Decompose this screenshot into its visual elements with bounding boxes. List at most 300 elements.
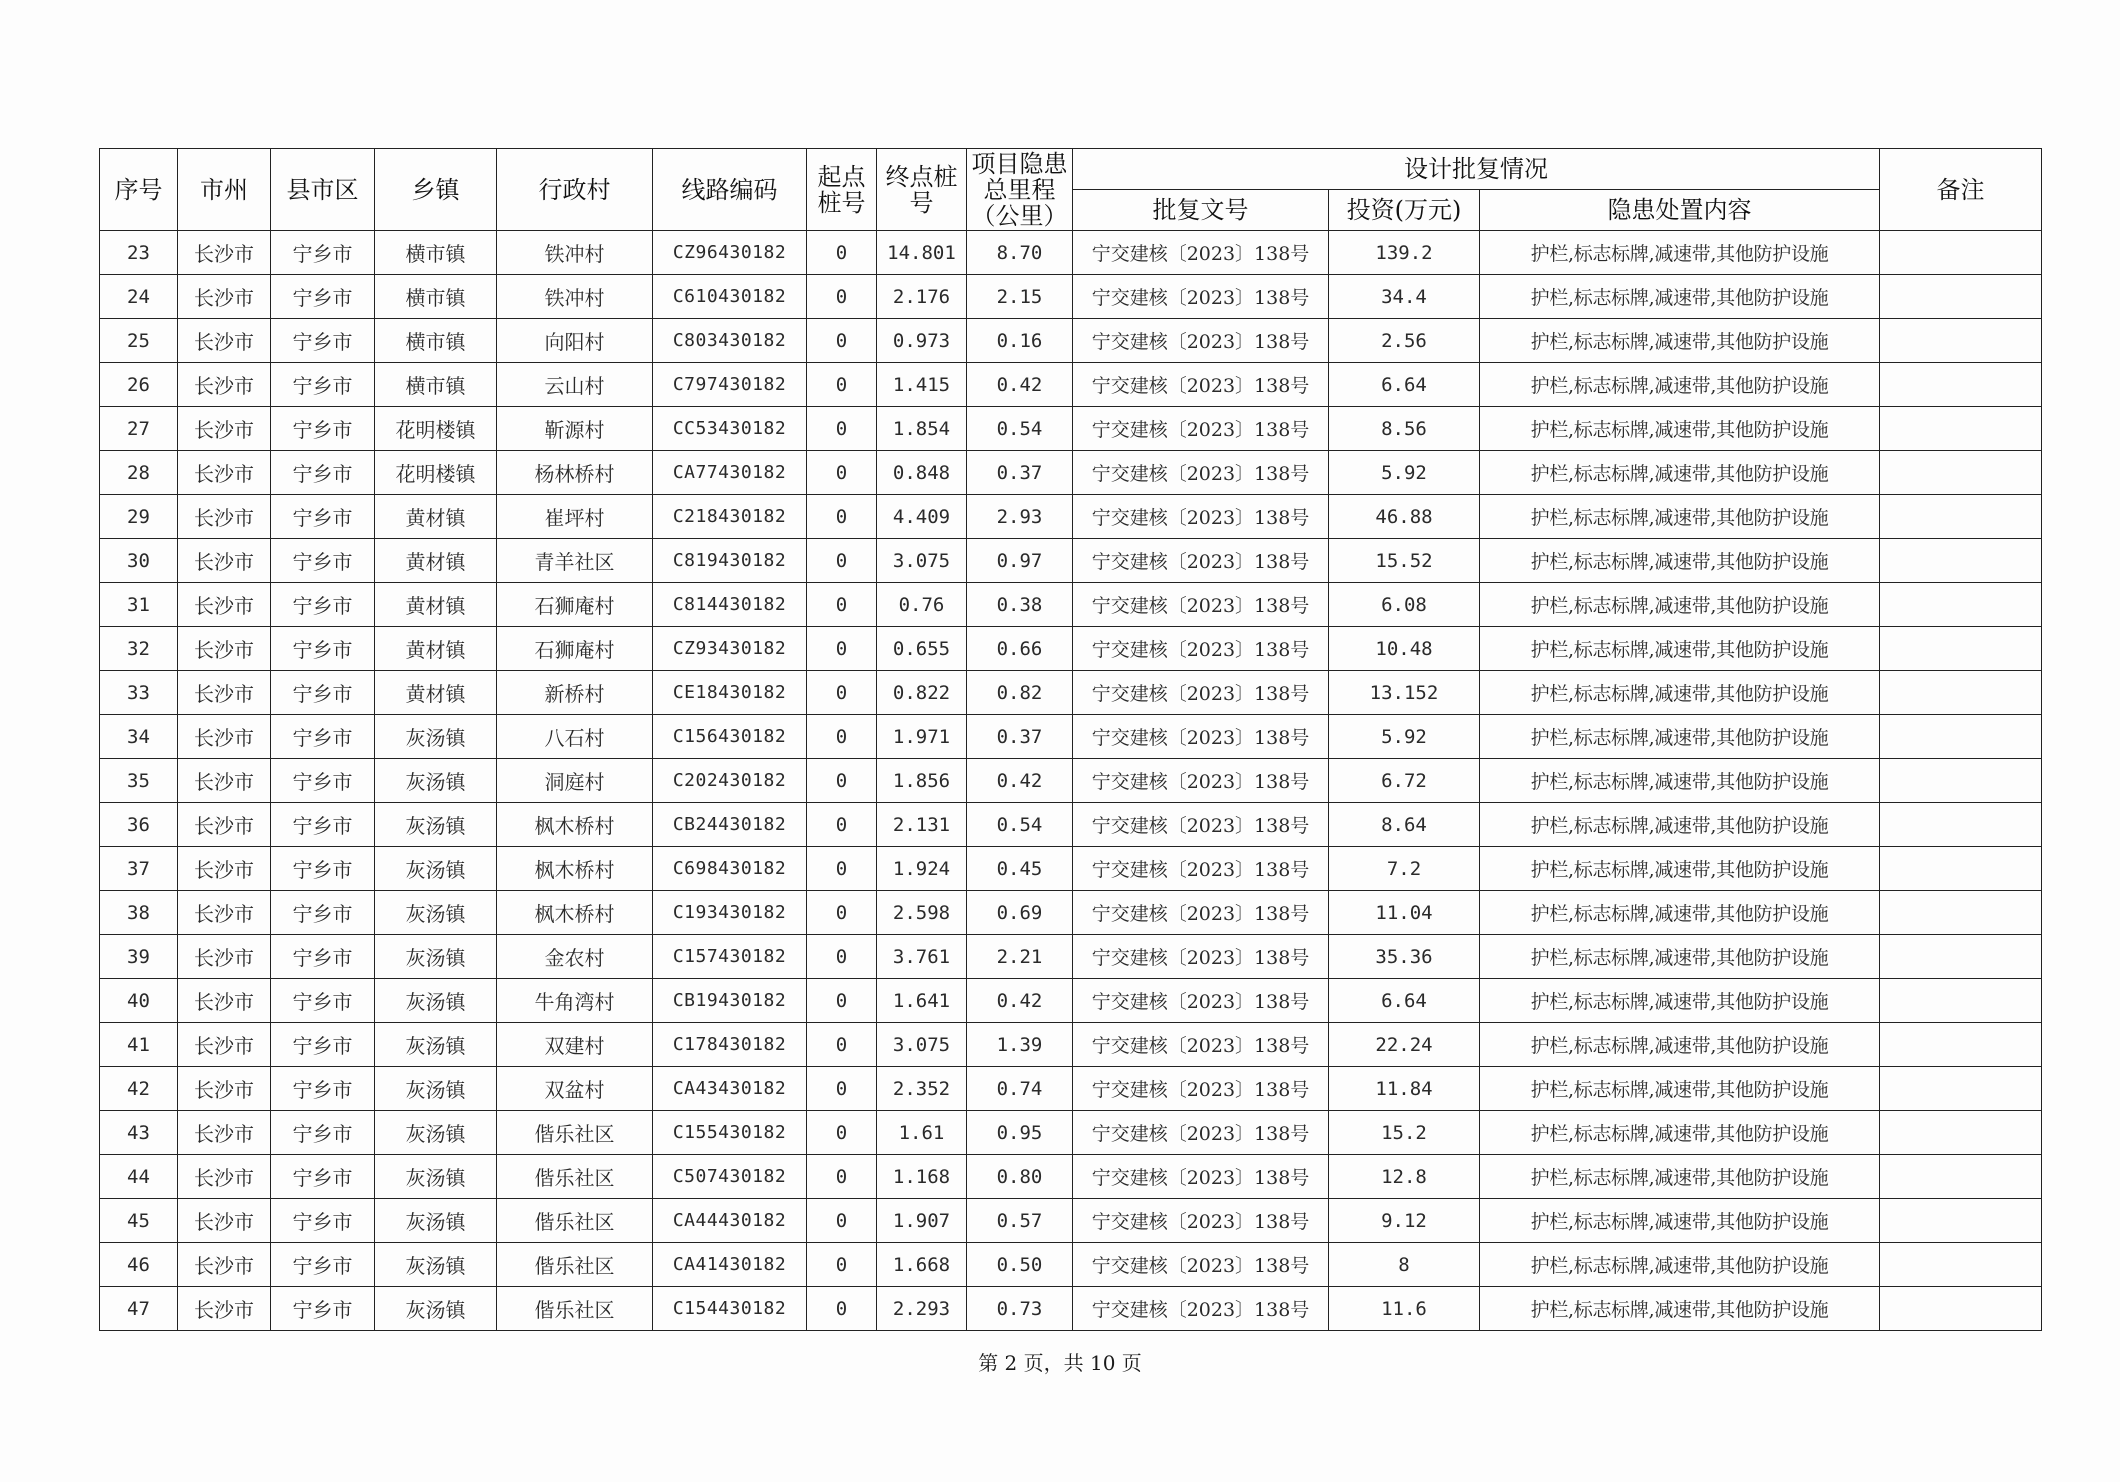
cell-end-stake: 1.907 [877,1199,967,1243]
table-row [100,539,2042,583]
cell-remark [1880,451,2042,495]
cell-end-stake: 1.641 [877,979,967,1023]
cell-town: 黄材镇 [375,583,497,627]
cell-hazard-mileage: 0.97 [967,539,1073,583]
cell-seq: 26 [100,363,178,407]
cell-village: 石狮庵村 [497,583,653,627]
cell-route-code: C156430182 [653,715,807,759]
cell-remark [1880,715,2042,759]
cell-city: 长沙市 [178,451,271,495]
cell-remark [1880,363,2042,407]
table-row [100,1111,2042,1155]
header-investment: 投资(万元) [1329,190,1480,231]
cell-end-stake: 1.61 [877,1111,967,1155]
cell-county: 宁乡市 [271,407,375,451]
cell-town: 横市镇 [375,363,497,407]
cell-hazard-mileage: 0.73 [967,1287,1073,1331]
cell-remark [1880,407,2042,451]
cell-seq: 38 [100,891,178,935]
cell-village: 双盆村 [497,1067,653,1111]
cell-end-stake: 0.76 [877,583,967,627]
cell-village: 向阳村 [497,319,653,363]
cell-end-stake: 14.801 [877,231,967,275]
cell-end-stake: 1.971 [877,715,967,759]
cell-approval-doc: 宁交建核〔2023〕138号 [1073,583,1329,627]
cell-city: 长沙市 [178,539,271,583]
cell-seq: 33 [100,671,178,715]
cell-investment: 8.64 [1329,803,1480,847]
cell-approval-doc: 宁交建核〔2023〕138号 [1073,1023,1329,1067]
page-number: 第 2 页，共 10 页 [978,1351,1142,1375]
cell-hazard-mileage: 0.42 [967,979,1073,1023]
cell-remark [1880,275,2042,319]
cell-approval-doc: 宁交建核〔2023〕138号 [1073,1155,1329,1199]
cell-remark [1880,231,2042,275]
table-body [100,231,2042,1331]
cell-route-code: CA43430182 [653,1067,807,1111]
cell-end-stake: 2.131 [877,803,967,847]
cell-remark [1880,935,2042,979]
cell-seq: 40 [100,979,178,1023]
cell-route-code: CE18430182 [653,671,807,715]
cell-hazard-mileage: 0.80 [967,1155,1073,1199]
cell-seq: 46 [100,1243,178,1287]
table-row [100,715,2042,759]
cell-approval-doc: 宁交建核〔2023〕138号 [1073,363,1329,407]
cell-treatment: 护栏,标志标牌,减速带,其他防护设施 [1480,231,1880,275]
cell-remark [1880,1243,2042,1287]
cell-village: 崔坪村 [497,495,653,539]
cell-town: 横市镇 [375,275,497,319]
cell-seq: 28 [100,451,178,495]
cell-investment: 34.4 [1329,275,1480,319]
cell-village: 枫木桥村 [497,891,653,935]
cell-county: 宁乡市 [271,1243,375,1287]
cell-route-code: C193430182 [653,891,807,935]
cell-hazard-mileage: 0.37 [967,715,1073,759]
cell-remark [1880,1287,2042,1331]
cell-county: 宁乡市 [271,275,375,319]
cell-treatment: 护栏,标志标牌,减速带,其他防护设施 [1480,275,1880,319]
cell-hazard-mileage: 0.37 [967,451,1073,495]
cell-town: 灰汤镇 [375,715,497,759]
cell-town: 灰汤镇 [375,979,497,1023]
cell-end-stake: 3.761 [877,935,967,979]
cell-town: 灰汤镇 [375,1287,497,1331]
cell-county: 宁乡市 [271,847,375,891]
header-route-code: 线路编码 [653,149,807,231]
cell-end-stake: 0.848 [877,451,967,495]
cell-remark [1880,495,2042,539]
cell-investment: 35.36 [1329,935,1480,979]
cell-seq: 37 [100,847,178,891]
cell-approval-doc: 宁交建核〔2023〕138号 [1073,935,1329,979]
cell-town: 灰汤镇 [375,847,497,891]
cell-approval-doc: 宁交建核〔2023〕138号 [1073,407,1329,451]
cell-hazard-mileage: 0.95 [967,1111,1073,1155]
cell-seq: 44 [100,1155,178,1199]
cell-treatment: 护栏,标志标牌,减速带,其他防护设施 [1480,319,1880,363]
cell-hazard-mileage: 0.57 [967,1199,1073,1243]
cell-investment: 6.72 [1329,759,1480,803]
table-row [100,1023,2042,1067]
cell-treatment: 护栏,标志标牌,减速带,其他防护设施 [1480,1155,1880,1199]
cell-remark [1880,1111,2042,1155]
cell-investment: 22.24 [1329,1023,1480,1067]
cell-village: 偕乐社区 [497,1243,653,1287]
cell-investment: 9.12 [1329,1199,1480,1243]
cell-treatment: 护栏,标志标牌,减速带,其他防护设施 [1480,1111,1880,1155]
cell-town: 黄材镇 [375,539,497,583]
cell-investment: 11.04 [1329,891,1480,935]
cell-approval-doc: 宁交建核〔2023〕138号 [1073,1287,1329,1331]
cell-town: 灰汤镇 [375,935,497,979]
header-seq: 序号 [100,149,178,231]
cell-remark [1880,891,2042,935]
header-town: 乡镇 [375,149,497,231]
cell-end-stake: 1.854 [877,407,967,451]
cell-treatment: 护栏,标志标牌,减速带,其他防护设施 [1480,407,1880,451]
cell-seq: 39 [100,935,178,979]
cell-route-code: C610430182 [653,275,807,319]
cell-investment: 6.08 [1329,583,1480,627]
cell-approval-doc: 宁交建核〔2023〕138号 [1073,231,1329,275]
cell-treatment: 护栏,标志标牌,减速带,其他防护设施 [1480,451,1880,495]
cell-treatment: 护栏,标志标牌,减速带,其他防护设施 [1480,583,1880,627]
cell-end-stake: 0.973 [877,319,967,363]
cell-approval-doc: 宁交建核〔2023〕138号 [1073,803,1329,847]
cell-treatment: 护栏,标志标牌,减速带,其他防护设施 [1480,1067,1880,1111]
cell-remark [1880,627,2042,671]
cell-start-stake: 0 [807,847,877,891]
cell-county: 宁乡市 [271,759,375,803]
table-row [100,1067,2042,1111]
cell-start-stake: 0 [807,539,877,583]
cell-approval-doc: 宁交建核〔2023〕138号 [1073,759,1329,803]
cell-seq: 43 [100,1111,178,1155]
cell-town: 灰汤镇 [375,1199,497,1243]
cell-city: 长沙市 [178,979,271,1023]
cell-investment: 15.52 [1329,539,1480,583]
table-row [100,1243,2042,1287]
cell-hazard-mileage: 0.54 [967,803,1073,847]
cell-city: 长沙市 [178,1287,271,1331]
cell-investment: 6.64 [1329,363,1480,407]
cell-county: 宁乡市 [271,935,375,979]
cell-town: 灰汤镇 [375,1111,497,1155]
cell-town: 花明楼镇 [375,407,497,451]
cell-approval-doc: 宁交建核〔2023〕138号 [1073,275,1329,319]
cell-seq: 23 [100,231,178,275]
cell-city: 长沙市 [178,495,271,539]
cell-route-code: CA44430182 [653,1199,807,1243]
cell-hazard-mileage: 0.82 [967,671,1073,715]
cell-town: 黄材镇 [375,671,497,715]
cell-end-stake: 2.293 [877,1287,967,1331]
cell-seq: 45 [100,1199,178,1243]
cell-treatment: 护栏,标志标牌,减速带,其他防护设施 [1480,539,1880,583]
cell-approval-doc: 宁交建核〔2023〕138号 [1073,319,1329,363]
cell-route-code: CC53430182 [653,407,807,451]
cell-route-code: C218430182 [653,495,807,539]
cell-city: 长沙市 [178,627,271,671]
cell-investment: 8 [1329,1243,1480,1287]
cell-treatment: 护栏,标志标牌,减速带,其他防护设施 [1480,1023,1880,1067]
cell-start-stake: 0 [807,495,877,539]
cell-start-stake: 0 [807,1287,877,1331]
cell-route-code: C154430182 [653,1287,807,1331]
cell-city: 长沙市 [178,847,271,891]
cell-hazard-mileage: 1.39 [967,1023,1073,1067]
table-row [100,495,2042,539]
cell-end-stake: 1.856 [877,759,967,803]
cell-hazard-mileage: 0.74 [967,1067,1073,1111]
cell-village: 云山村 [497,363,653,407]
cell-remark [1880,671,2042,715]
cell-treatment: 护栏,标志标牌,减速带,其他防护设施 [1480,627,1880,671]
cell-route-code: CA77430182 [653,451,807,495]
cell-city: 长沙市 [178,1243,271,1287]
header-start-stake: 起点桩号 [807,149,877,231]
cell-investment: 2.56 [1329,319,1480,363]
cell-route-code: C507430182 [653,1155,807,1199]
cell-start-stake: 0 [807,275,877,319]
cell-village: 偕乐社区 [497,1199,653,1243]
cell-approval-doc: 宁交建核〔2023〕138号 [1073,627,1329,671]
cell-town: 灰汤镇 [375,1243,497,1287]
cell-town: 花明楼镇 [375,451,497,495]
table-row [100,319,2042,363]
cell-treatment: 护栏,标志标牌,减速带,其他防护设施 [1480,847,1880,891]
cell-village: 铁冲村 [497,275,653,319]
cell-seq: 30 [100,539,178,583]
cell-approval-doc: 宁交建核〔2023〕138号 [1073,1243,1329,1287]
cell-investment: 13.152 [1329,671,1480,715]
cell-county: 宁乡市 [271,1111,375,1155]
cell-town: 灰汤镇 [375,1067,497,1111]
cell-approval-doc: 宁交建核〔2023〕138号 [1073,539,1329,583]
cell-village: 新桥村 [497,671,653,715]
cell-seq: 24 [100,275,178,319]
cell-hazard-mileage: 0.16 [967,319,1073,363]
cell-start-stake: 0 [807,1199,877,1243]
cell-hazard-mileage: 0.69 [967,891,1073,935]
table-row [100,935,2042,979]
cell-city: 长沙市 [178,319,271,363]
cell-approval-doc: 宁交建核〔2023〕138号 [1073,847,1329,891]
cell-seq: 47 [100,1287,178,1331]
header-city: 市州 [178,149,271,231]
cell-county: 宁乡市 [271,1067,375,1111]
table-row [100,1287,2042,1331]
cell-start-stake: 0 [807,715,877,759]
cell-start-stake: 0 [807,407,877,451]
cell-village: 八石村 [497,715,653,759]
cell-investment: 10.48 [1329,627,1480,671]
cell-village: 金农村 [497,935,653,979]
cell-remark [1880,1199,2042,1243]
cell-town: 灰汤镇 [375,803,497,847]
cell-city: 长沙市 [178,1155,271,1199]
cell-city: 长沙市 [178,715,271,759]
cell-remark [1880,539,2042,583]
cell-town: 灰汤镇 [375,1023,497,1067]
cell-county: 宁乡市 [271,671,375,715]
cell-county: 宁乡市 [271,715,375,759]
cell-investment: 5.92 [1329,715,1480,759]
cell-route-code: CB24430182 [653,803,807,847]
cell-end-stake: 0.822 [877,671,967,715]
table-row [100,407,2042,451]
cell-hazard-mileage: 0.42 [967,759,1073,803]
header-remark: 备注 [1880,149,2042,231]
cell-city: 长沙市 [178,583,271,627]
cell-seq: 31 [100,583,178,627]
cell-route-code: C155430182 [653,1111,807,1155]
cell-county: 宁乡市 [271,1023,375,1067]
header-end-stake: 终点桩号 [877,149,967,231]
cell-start-stake: 0 [807,583,877,627]
cell-remark [1880,1155,2042,1199]
cell-route-code: C202430182 [653,759,807,803]
cell-investment: 12.8 [1329,1155,1480,1199]
cell-start-stake: 0 [807,1023,877,1067]
cell-hazard-mileage: 0.45 [967,847,1073,891]
cell-city: 长沙市 [178,1199,271,1243]
cell-village: 枫木桥村 [497,803,653,847]
cell-route-code: C803430182 [653,319,807,363]
cell-city: 长沙市 [178,671,271,715]
cell-city: 长沙市 [178,935,271,979]
header-treatment: 隐患处置内容 [1480,190,1880,231]
cell-county: 宁乡市 [271,1199,375,1243]
cell-town: 黄材镇 [375,627,497,671]
cell-start-stake: 0 [807,759,877,803]
cell-village: 铁冲村 [497,231,653,275]
cell-hazard-mileage: 0.66 [967,627,1073,671]
cell-remark [1880,759,2042,803]
cell-remark [1880,979,2042,1023]
cell-start-stake: 0 [807,319,877,363]
cell-city: 长沙市 [178,407,271,451]
cell-county: 宁乡市 [271,627,375,671]
cell-investment: 8.56 [1329,407,1480,451]
cell-treatment: 护栏,标志标牌,减速带,其他防护设施 [1480,935,1880,979]
cell-route-code: CB19430182 [653,979,807,1023]
table-row [100,671,2042,715]
table-row [100,803,2042,847]
cell-city: 长沙市 [178,1111,271,1155]
cell-start-stake: 0 [807,363,877,407]
table-row [100,275,2042,319]
table-row [100,627,2042,671]
cell-county: 宁乡市 [271,891,375,935]
cell-village: 偕乐社区 [497,1155,653,1199]
cell-route-code: C178430182 [653,1023,807,1067]
cell-county: 宁乡市 [271,979,375,1023]
header-design-approval: 设计批复情况 [1073,149,1880,190]
cell-hazard-mileage: 8.70 [967,231,1073,275]
cell-county: 宁乡市 [271,495,375,539]
cell-end-stake: 1.415 [877,363,967,407]
cell-route-code: C819430182 [653,539,807,583]
cell-hazard-mileage: 2.93 [967,495,1073,539]
cell-start-stake: 0 [807,451,877,495]
cell-city: 长沙市 [178,275,271,319]
cell-start-stake: 0 [807,803,877,847]
cell-investment: 11.84 [1329,1067,1480,1111]
table-row [100,451,2042,495]
cell-village: 靳源村 [497,407,653,451]
table-row [100,1199,2042,1243]
cell-end-stake: 2.352 [877,1067,967,1111]
cell-city: 长沙市 [178,363,271,407]
cell-start-stake: 0 [807,1243,877,1287]
cell-hazard-mileage: 2.15 [967,275,1073,319]
cell-investment: 46.88 [1329,495,1480,539]
cell-treatment: 护栏,标志标牌,减速带,其他防护设施 [1480,1199,1880,1243]
cell-remark [1880,847,2042,891]
table-row [100,891,2042,935]
cell-start-stake: 0 [807,231,877,275]
cell-hazard-mileage: 0.54 [967,407,1073,451]
cell-approval-doc: 宁交建核〔2023〕138号 [1073,979,1329,1023]
cell-start-stake: 0 [807,1155,877,1199]
cell-town: 灰汤镇 [375,759,497,803]
header-county: 县市区 [271,149,375,231]
cell-county: 宁乡市 [271,319,375,363]
cell-treatment: 护栏,标志标牌,减速带,其他防护设施 [1480,715,1880,759]
cell-city: 长沙市 [178,1067,271,1111]
cell-start-stake: 0 [807,979,877,1023]
cell-approval-doc: 宁交建核〔2023〕138号 [1073,1199,1329,1243]
cell-approval-doc: 宁交建核〔2023〕138号 [1073,715,1329,759]
cell-hazard-mileage: 0.42 [967,363,1073,407]
cell-town: 横市镇 [375,319,497,363]
cell-route-code: CZ93430182 [653,627,807,671]
cell-end-stake: 1.168 [877,1155,967,1199]
cell-seq: 42 [100,1067,178,1111]
table-row [100,1155,2042,1199]
cell-treatment: 护栏,标志标牌,减速带,其他防护设施 [1480,363,1880,407]
cell-city: 长沙市 [178,803,271,847]
cell-hazard-mileage: 0.50 [967,1243,1073,1287]
cell-city: 长沙市 [178,1023,271,1067]
cell-hazard-mileage: 0.38 [967,583,1073,627]
cell-approval-doc: 宁交建核〔2023〕138号 [1073,1067,1329,1111]
cell-village: 偕乐社区 [497,1287,653,1331]
cell-village: 双建村 [497,1023,653,1067]
cell-county: 宁乡市 [271,583,375,627]
cell-county: 宁乡市 [271,451,375,495]
cell-seq: 27 [100,407,178,451]
cell-county: 宁乡市 [271,539,375,583]
cell-seq: 25 [100,319,178,363]
cell-end-stake: 2.598 [877,891,967,935]
cell-end-stake: 4.409 [877,495,967,539]
cell-investment: 6.64 [1329,979,1480,1023]
cell-investment: 11.6 [1329,1287,1480,1331]
cell-end-stake: 3.075 [877,1023,967,1067]
cell-village: 杨林桥村 [497,451,653,495]
cell-seq: 41 [100,1023,178,1067]
cell-end-stake: 1.924 [877,847,967,891]
cell-investment: 7.2 [1329,847,1480,891]
cell-investment: 5.92 [1329,451,1480,495]
cell-treatment: 护栏,标志标牌,减速带,其他防护设施 [1480,891,1880,935]
cell-treatment: 护栏,标志标牌,减速带,其他防护设施 [1480,495,1880,539]
cell-route-code: C157430182 [653,935,807,979]
